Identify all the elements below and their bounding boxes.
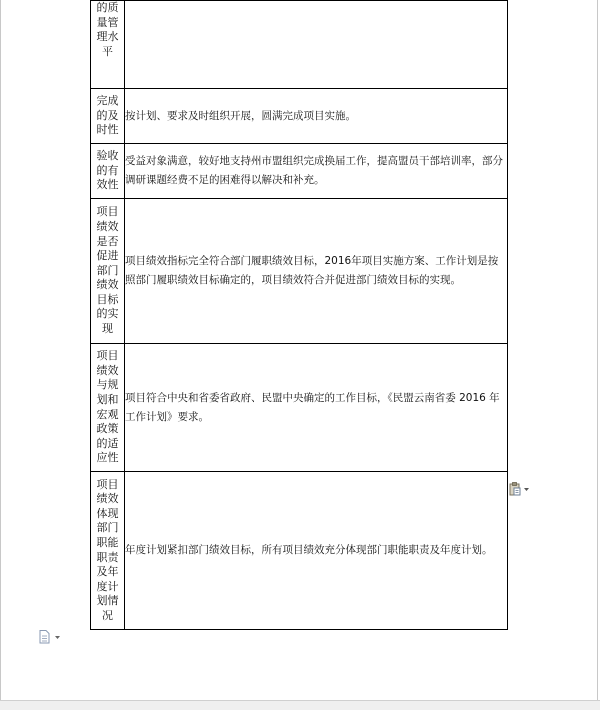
row-label-cell[interactable] [91,344,125,472]
document-icon[interactable] [39,629,63,643]
table-row [91,1,508,89]
paste-options-icon[interactable] [509,481,531,495]
row-label: 完成的及时性 [96,94,119,137]
row-label: 项目绩效与规划和宏观政策的适应性 [96,349,119,465]
row-label: 验收的有效性 [96,149,119,192]
row-content-cell[interactable]: 按计划、要求及时组织开展，圆满完成项目实施。 [125,89,508,144]
row-label-cell[interactable] [91,472,125,630]
row-label-cell[interactable] [91,199,125,344]
table-row [91,199,508,344]
row-content-cell[interactable]: 年度计划紧扣部门绩效目标，所有项目绩效充分体现部门职能职责及年度计划。 [125,472,508,630]
row-label-cell[interactable] [91,89,125,144]
row-content-cell[interactable]: 项目符合中央和省委省政府、民盟中央确定的工作目标，《民盟云南省委 2016 年工作计划》要求。 [125,344,508,472]
row-content-cell[interactable] [125,1,508,89]
row-content-cell[interactable]: 项目绩效指标完全符合部门履职绩效目标，2016年项目实施方案、工作计划是按照部门履职绩效目标确定的，项目绩效符合并促进部门绩效目标的实现。 [125,199,508,344]
row-label: 的质量管理水平 [96,1,119,58]
table-row [91,344,508,472]
table-row [91,472,508,630]
page-left-edge [0,0,1,709]
table-row [91,89,508,144]
page-right-edge [597,0,598,709]
evaluation-table [90,0,508,630]
row-label: 项目绩效体现部门职能职责及年度计划情况 [96,477,119,622]
row-label-cell[interactable] [91,1,125,89]
row-label-cell[interactable] [91,144,125,199]
row-content-cell[interactable]: 受益对象满意，较好地支持州市盟组织完成换届工作，提高盟员干部培训率，部分调研课题经费不足的困难得以解决和补充。 [125,144,508,199]
row-label: 项目绩效是否促进部门绩效目标的实现 [96,205,119,336]
table-row [91,144,508,199]
